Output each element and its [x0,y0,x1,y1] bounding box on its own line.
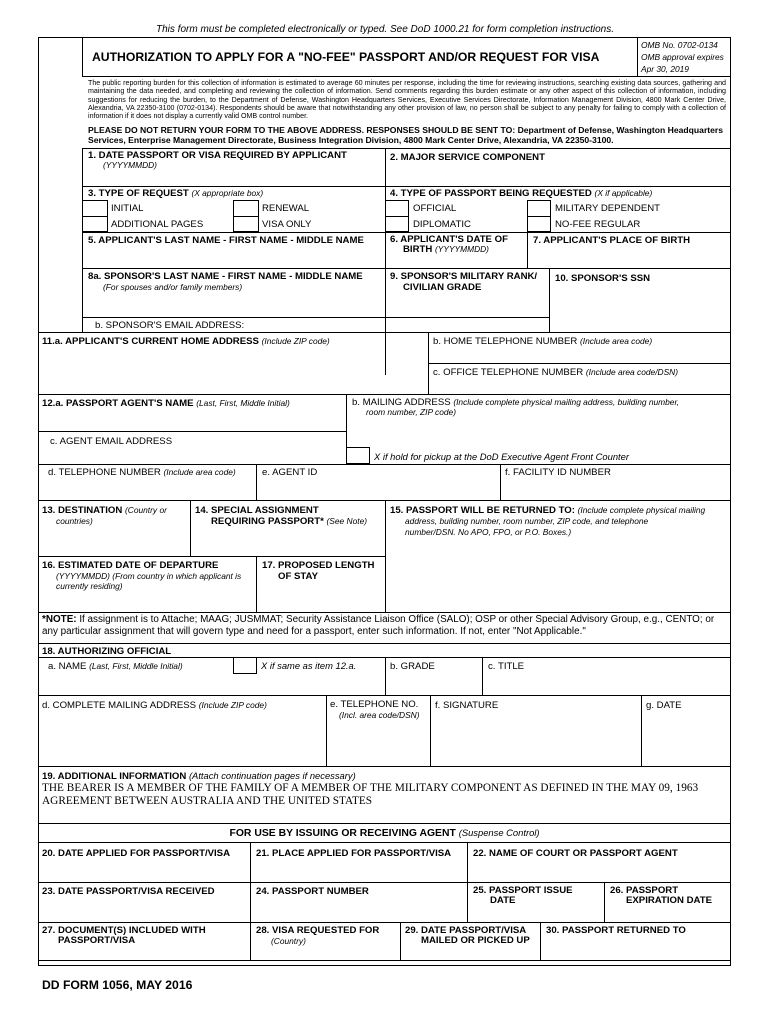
field-12a-label: 12.a. PASSPORT AGENT'S NAME (Last, First, Middle Initial) [42,398,290,409]
field-18e-hint: (Incl. area code/DSN) [339,710,420,720]
field-30-label: 30. PASSPORT RETURNED TO [546,925,686,936]
label-diplomatic: DIPLOMATIC [413,219,471,230]
field-18-label: 18. AUTHORIZING OFFICIAL [42,646,172,657]
checkbox-renewal[interactable] [233,200,259,217]
field-25-label-2: DATE [490,895,516,906]
field-18c-label: c. TITLE [488,661,525,672]
field-15-hint-2: address, building number, room number, ZIP code, and telephone [405,516,649,526]
field-22-label: 22. NAME OF COURT OR PASSPORT AGENT [473,848,678,859]
field-19-label: 19. ADDITIONAL INFORMATION (Attach continuation pages if necessary) [42,770,356,782]
field-14-label-2: REQUIRING PASSPORT* (See Note) [211,516,368,527]
label-nofee-regular: NO-FEE REGULAR [555,219,641,230]
field-1-label: 1. DATE PASSPORT OR VISA REQUIRED BY APPLICANT [88,150,347,161]
label-additional-pages: ADDITIONAL PAGES [111,219,204,230]
field-28-sub: (Country) [271,936,306,946]
label-official: OFFICIAL [413,203,457,214]
field-12b-hint: room number, ZIP code) [366,407,456,417]
omb-date: Apr 30, 2019 [641,64,689,74]
field-21-label: 21. PLACE APPLIED FOR PASSPORT/VISA [256,848,452,859]
checkbox-military-dependent[interactable] [527,200,551,217]
field-24-label: 24. PASSPORT NUMBER [256,886,369,897]
checkbox-diplomatic[interactable] [385,216,409,232]
field-12f-label: f. FACILITY ID NUMBER [505,467,611,478]
field-3-label: 3. TYPE OF REQUEST (X appropriate box) [88,188,264,199]
checkbox-official[interactable] [385,200,409,217]
form-number: DD FORM 1056, MAY 2016 [42,978,193,992]
field-1-sub: (YYYYMMDD) [103,160,157,170]
field-18g-label: g. DATE [646,700,682,711]
field-16-sub: (YYYYMMDD) (From country in which applicant is [56,571,242,581]
field-4-label: 4. TYPE OF PASSPORT BEING REQUESTED (X if applicable) [390,188,653,199]
form-instruction: This form must be completed electronically or typed. See DoD 1000.21 for form completion instructions. [156,24,614,35]
checkbox-same-as-12a[interactable] [233,657,257,674]
field-2-label: 2. MAJOR SERVICE COMPONENT [390,152,545,163]
field-16-sub-2: currently residing) [56,581,123,591]
field-8a-label: 8a. SPONSOR'S LAST NAME - FIRST NAME - MIDDLE NAME [88,271,363,282]
field-20-label: 20. DATE APPLIED FOR PASSPORT/VISA [42,848,230,859]
field-11b-label: b. HOME TELEPHONE NUMBER (Include area code) [433,336,653,347]
label-visa-only: VISA ONLY [262,219,312,230]
note-text: *NOTE: If assignment is to Attache; MAAG; JUSMMAT; Security Assistance Liaison Office (SALO); OSP or other Special Advisory Group, e.g., CENTO; or any particular assignment that will govern type and need for a passport, enter such information. If not, enter "Not Applicable." [42,614,715,637]
label-same-as-12a: X if same as item 12.a. [261,660,357,671]
field-18e-label: e. TELEPHONE NO. [330,699,419,710]
field-15-label: 15. PASSPORT WILL BE RETURNED TO: (Include complete physical mailing [390,505,706,516]
field-12d-label: d. TELEPHONE NUMBER (Include area code) [48,467,236,478]
field-18a-label: a. NAME (Last, First, Middle Initial) [48,661,183,672]
field-12c-label: c. AGENT EMAIL ADDRESS [50,436,173,447]
field-29-label: 29. DATE PASSPORT/VISA [405,925,527,936]
field-11c-label: c. OFFICE TELEPHONE NUMBER (Include area code/DSN) [433,367,678,378]
field-27-label: 27. DOCUMENT(S) INCLUDED WITH [42,925,206,936]
field-13-hint: countries) [56,516,93,526]
field-6-label: 6. APPLICANT'S DATE OF [390,234,508,245]
omb-expires: OMB approval expires [641,52,724,62]
checkbox-initial[interactable] [82,200,108,217]
checkbox-visa-only[interactable] [233,216,259,232]
field-15-hint-3: number/DSN. No APO, FPO, or P.O. Boxes.) [405,527,572,537]
field-17-label-2: OF STAY [278,571,318,582]
field-26-label-2: EXPIRATION DATE [626,895,712,906]
label-hold-pickup: X if hold for pickup at the DoD Executive Agent Front Counter [374,451,629,462]
field-7-label: 7. APPLICANT'S PLACE OF BIRTH [533,235,691,246]
field-28-label: 28. VISA REQUESTED FOR [256,925,380,936]
field-8a-sub: (For spouses and/or family members) [103,282,243,292]
field-25-label: 25. PASSPORT ISSUE [473,885,573,896]
agent-section-title: FOR USE BY ISSUING OR RECEIVING AGENT (Suspense Control) [229,827,540,839]
label-renewal: RENEWAL [262,203,310,214]
field-12e-label: e. AGENT ID [262,467,318,478]
field-8b-label: b. SPONSOR'S EMAIL ADDRESS: [95,320,245,331]
field-29-label-2: MAILED OR PICKED UP [421,935,530,946]
field-12b-label: b. MAILING ADDRESS (Include complete physical mailing address, building number, [352,397,680,408]
field-11a-label: 11.a. APPLICANT'S CURRENT HOME ADDRESS (Include ZIP code) [42,336,330,347]
field-14-label: 14. SPECIAL ASSIGNMENT [195,505,319,516]
field-19-value[interactable]: THE BEARER IS A MEMBER OF THE FAMILY OF A MEMBER OF THE MILITARY COMPONENT AS DEFINED IN THE MAY 09, 1963 AGREEMENT BETWEEN AUSTRALIA AND THE UNITED STATES [42,782,699,807]
field-27-label-2: PASSPORT/VISA [58,935,136,946]
field-9-label: 9. SPONSOR'S MILITARY RANK/ [390,271,538,282]
field-17-label: 17. PROPOSED LENGTH [262,560,375,571]
field-5-label: 5. APPLICANT'S LAST NAME - FIRST NAME - MIDDLE NAME [88,235,364,246]
field-18d-label: d. COMPLETE MAILING ADDRESS (Include ZIP code) [42,700,267,711]
label-initial: INITIAL [111,203,144,214]
burden-statement: The public reporting burden for this collection of information is estimated to average 60 minutes per response, including the time for reviewing instructions, searching existing data sources, gathering and maintaining the data needed, and completing and reviewing the collection of information. Send comments regarding this burden estimate or any other aspect of this collection of information, including suggestions for reducing the burden, to the Department of Defense, Washington Headquarters Services, Executive Services Directorate, Information Management Division, 4800 Mark Center Drive, Alexandria, VA 22350-3100 (0702-0134). Respondents should be aware that notwithstanding any other provision of law, no person shall be subject to any penalty for failing to comply with a collection of information if it does not display a currently valid OMB control number. [88,79,726,121]
field-18f-label: f. SIGNATURE [435,700,499,711]
field-18b-label: b. GRADE [390,661,435,672]
field-23-label: 23. DATE PASSPORT/VISA RECEIVED [42,886,215,897]
field-6-label-2: BIRTH (YYYYMMDD) [403,244,489,255]
checkbox-hold-pickup[interactable] [346,447,370,464]
field-10-label: 10. SPONSOR'S SSN [555,273,651,284]
checkbox-additional-pages[interactable] [82,216,108,232]
field-16-label: 16. ESTIMATED DATE OF DEPARTURE [42,560,219,571]
field-9-label-2: CIVILIAN GRADE [403,282,482,293]
label-military-dependent: MILITARY DEPENDENT [555,203,661,214]
field-26-label: 26. PASSPORT [610,885,679,896]
omb-number: OMB No. 0702-0134 [641,40,718,50]
checkbox-nofee-regular[interactable] [527,216,551,232]
return-address-notice: PLEASE DO NOT RETURN YOUR FORM TO THE ABOVE ADDRESS. RESPONSES SHOULD BE SENT TO: Department of Defense, Washington Headquarters Services, Enterprise Management Directorate, Business Integration Division, 4800 Mark Center Drive, Alexandria, VA 22350-3100. [88,125,724,146]
field-13-label: 13. DESTINATION (Country or [42,505,167,516]
form-title: AUTHORIZATION TO APPLY FOR A "NO-FEE" PASSPORT AND/OR REQUEST FOR VISA [92,50,600,64]
